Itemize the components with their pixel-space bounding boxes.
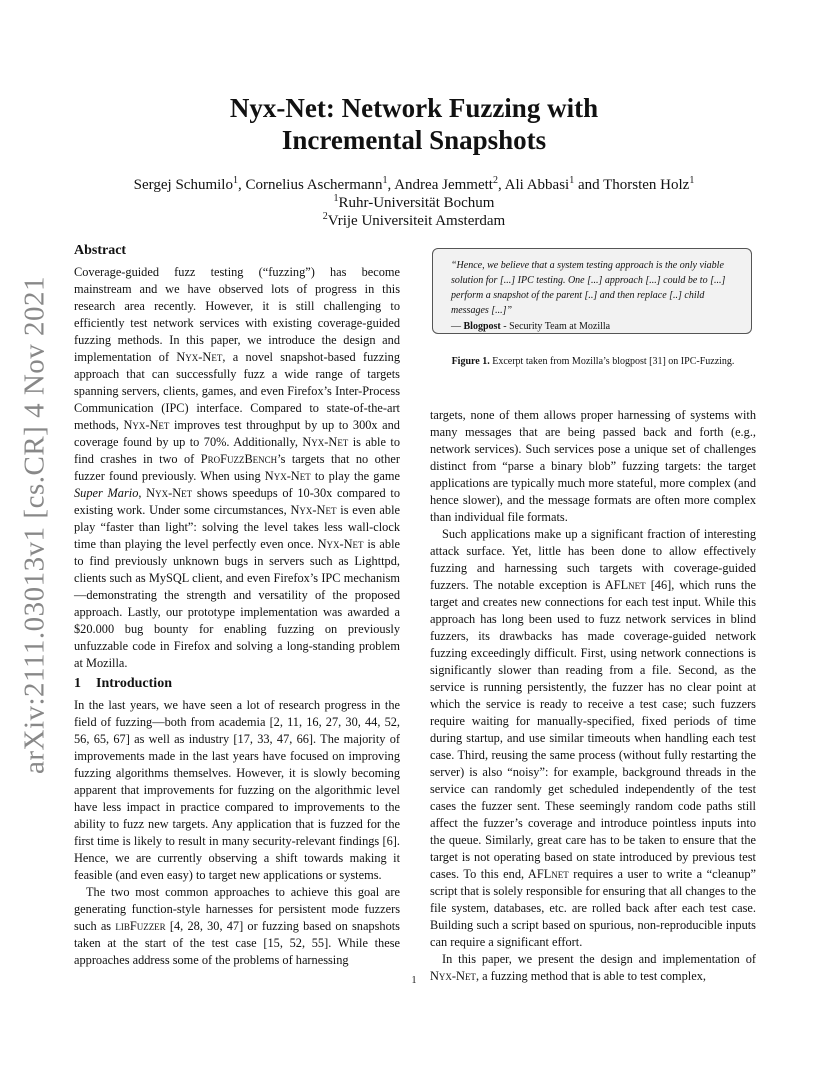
section-title: Introduction	[96, 676, 172, 691]
quote-text: “Hence, we believe that a system testing approach is the only viable solution for [...] IPC testing. One [...] approach [...] could be to [...] perform a snapshot of the parent [..] and then replace [..] child messages [...]”	[451, 260, 726, 316]
intro-paragraph-1: In the last years, we have seen a lot of research progress in the field of fuzzing—both from academia [2, 11, 16, 27, 30, 44, 52, 56, 65, 67] as well as industry [17, 33, 47, 66]. The majority of improvements made in the last years have focused on improving fuzzing algorithms themselves. However, it is slowly becoming apparent that improvements for fuzzing on the algorithmic level have less impact in practice compared to improvements to the ability to fuzz new targets. Any application that is fuzzed for the first time is likely to result in many security-relevant findings [6]. Hence, we are currently observing a shift towards making it feasible (and even easy) to target new applications or systems.	[74, 698, 400, 882]
author: Thorsten Holz$^1$	[603, 175, 695, 193]
affiliation: $^1$Ruhr-Universität Bochum	[333, 193, 495, 211]
author: Cornelius Aschermann$^1$	[245, 175, 388, 193]
title-line-2: Incremental Snapshots	[281, 125, 547, 155]
right-paragraph-3: In this paper, we present the design and implementation of Nyx-Net, a fuzzing method that is able to test complex,	[430, 952, 756, 983]
right-column-body	[430, 407, 756, 985]
author: Sergej Schumilo$^1$	[133, 175, 238, 193]
right-paragraph-2: Such applications make up a significant fraction of interesting attack surface. Yet, little has been done to allow effectively fuzzing and harnessing such targets with coverage-guided fuzzers. The notable exception is AFLnet [46], which runs the target and creates new connections for each test input. While this approach has long been used to fuzz network services in blind fuzzers, its drawbacks has made coverage-guided network fuzzing exceedingly difficult. First, using network connections is significantly slower than reading from a file. Second, as the service is running persistently, the fuzzer has no clear point at which the service is ready to receive a test case; such fuzzers require waiting for manually-specified, fixed periods of time during startup, and use similar timeouts when handling each test case. Third, reusing the same process (without fully restarting the server) is also “noisy”: for example, background threads in the service can randomly get scheduled independently of the test cases the fuzzer sent. These seemingly random code paths still affect the fuzzer’s coverage and introduce pointless inputs into the queue. Similarly, great care has to be taken to ensure that the target is not operating based on state introduced by previous test cases. To this end, AFLnet requires a user to write a “cleanup” script that is solely responsible for ensuring that all changes to the file system, databases, etc. are rolled back after each test case. Building such a script based on spurious, non-reproducible inputs can require a significant effort.	[430, 527, 757, 949]
affiliation: $^2$Vrije Universiteit Amsterdam	[322, 211, 506, 229]
title-line-1: Nyx-Net: Network Fuzzing with	[229, 93, 599, 123]
right-paragraph-1: targets, none of them allows proper harnessing of systems with many messages that are being passed back and forth (e.g., network services). Such services pose a unique set of challenges distinct from “parse a binary blob” fuzzing targets: the target applications are typically much more stateful, more complex (and hence slower), and the message formats are often more complex than individual file formats.	[430, 408, 756, 524]
figure-label: Figure 1.	[451, 356, 490, 367]
abstract-heading: Abstract	[74, 243, 127, 258]
author-list: Sergej Schumilo$^1$, Cornelius Aschermann$^1$, Andrea Jemmett$^2$, Ali Abbasi$^1$ and Thorsten Holz$^1$	[133, 175, 695, 193]
mozilla-quote-box	[432, 248, 752, 334]
figure-caption: Figure 1. Excerpt taken from Mozilla’s blogpost [31] on IPC-Fuzzing.	[451, 356, 735, 367]
arxiv-id: arXiv:2111.03013v1 [cs.CR] 4 Nov 2021	[18, 275, 51, 775]
abstract-paragraph: Coverage-guided fuzz testing (“fuzzing”) has become mainstream and we have observed lots of progress in this research area recently. However, it is still challenging to efficiently test network services with existing coverage-guided fuzzing methods. In this paper, we introduce the design and implementation of Nyx-Net, a novel snapshot-based fuzzing approach that can successfully fuzz a wide range of targets spanning servers, clients, games, and even Firefox’s Inter-Process Communication (IPC) interface. Compared to state-of-the-art methods, Nyx-Net improves test throughput by up to 300x and coverage found by up to 70%. Additionally, Nyx-Net is able to find crashes in two of ProFuzzBench’s targets that no other fuzzer found previously. When using Nyx-Net to play the game Super Mario, Nyx-Net shows speedups of 10-30x compared to existing work. Under some circumstances, Nyx-Net is even able play “faster than light”: solving the level takes less wall-clock time than playing the level perfectly even once. Nyx-Net is able to find previously unknown bugs in servers such as Lighttpd, clients such as MySQL client, and even Firefox’s IPC mechanism—demonstrating the strength and versatility of the proposed approach. Lastly, our prototype implementation was awarded a $20.000 bug bounty for enabling fuzzing on previously unfuzzable code in Firefox and solving a long-standing problem at Mozilla.	[74, 265, 400, 670]
abstract-body	[74, 264, 400, 672]
section-heading-introduction	[74, 676, 172, 692]
author: Ali Abbasi$^1$	[504, 175, 575, 193]
section-number: 1	[74, 676, 81, 691]
quote-source: — Blogpost - Security Team at Mozilla	[451, 321, 611, 332]
author: Andrea Jemmett$^2$	[394, 175, 498, 193]
page-number: 1	[411, 975, 417, 986]
introduction-body	[74, 697, 400, 969]
paper-title	[0, 92, 828, 156]
arxiv-watermark	[16, 275, 54, 775]
intro-paragraph-2: The two most common approaches to achieve this goal are generating function-style harnesses for persistent mode fuzzers such as libFuzzer [4, 28, 30, 47] or fuzzing based on snapshots taken at the start of the test case [15, 52, 55]. While these approaches address some of the problems of harnessing	[74, 885, 400, 967]
